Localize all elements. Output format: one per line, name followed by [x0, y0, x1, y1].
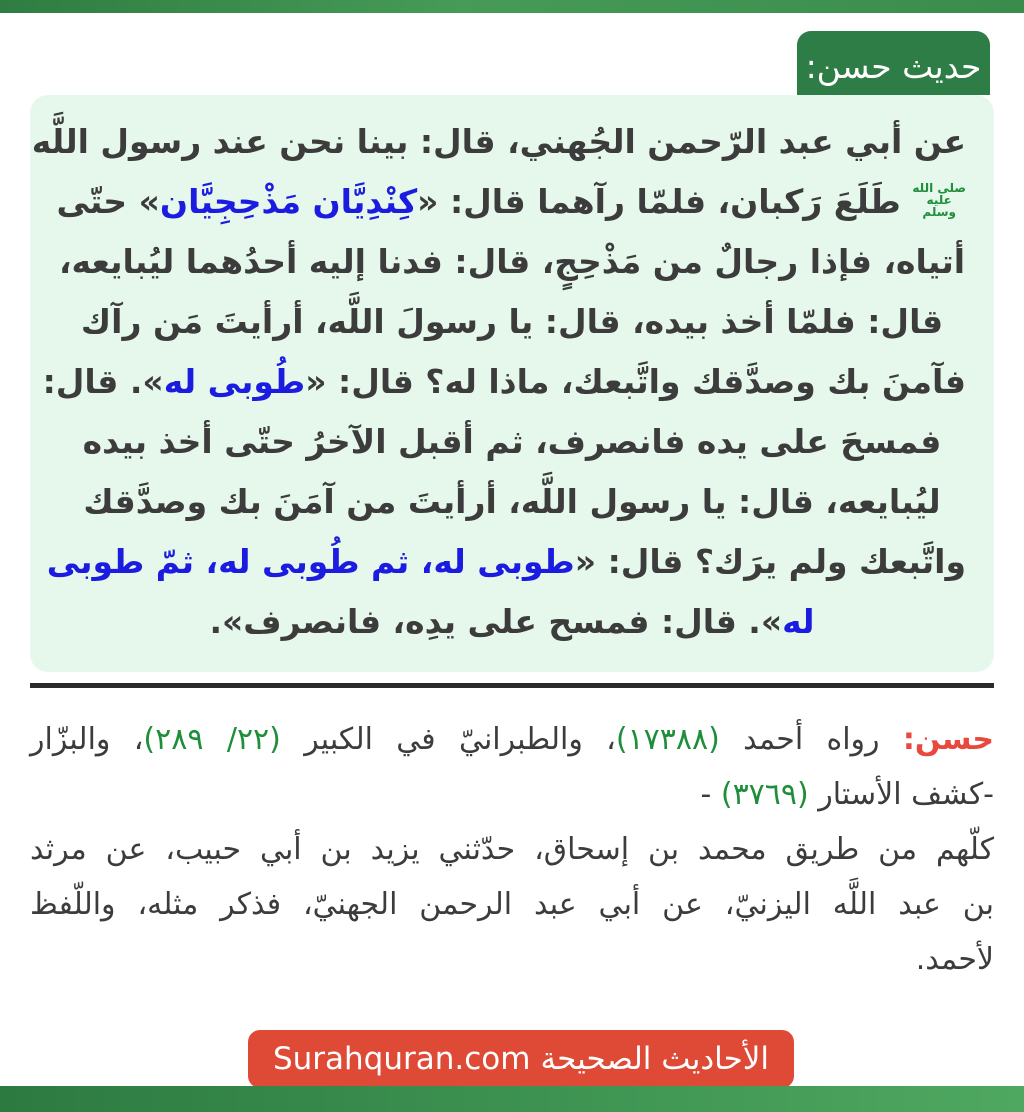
hadith-grade-badge-label: حديث حسن:	[805, 46, 982, 86]
text-segment: طوبى له، ثم طُوبى له، ثمّ طوبى	[46, 542, 575, 581]
text-segment: فمسحَ على يده فانصرف، ثم أقبل الآخرُ حتّى أخذ بيده	[82, 422, 942, 461]
bottom-border-bar	[0, 1086, 1024, 1112]
takhrij-line	[30, 712, 994, 767]
takhrij-line	[30, 877, 994, 932]
hadith-line	[31, 112, 966, 172]
text-segment: عن أبي عبد الرّحمن الجُهني، قال: بينا نحن عند رسول اللَّه	[31, 122, 966, 161]
salawat-icon	[912, 182, 966, 218]
hadith-line	[42, 352, 966, 412]
text-segment: ». قال: فمسح على يدِه، فانصرف».	[209, 602, 783, 641]
text-segment: حسن:	[902, 722, 995, 757]
hadith-line	[58, 592, 966, 652]
text-segment: ». قال:	[42, 362, 164, 401]
text-segment: طَلَعَ رَكبان، فلمّا رآهما قال: «	[417, 182, 913, 221]
text-segment: بن عبد اللَّه اليزنيّ، عن أبي عبد الرحمن الجهنيّ، فذكر مثله، واللّفظ	[30, 887, 994, 922]
site-banner[interactable]	[248, 1030, 794, 1088]
text-segment: (١٧٣٨٨)	[615, 722, 720, 757]
hadith-line	[58, 292, 966, 352]
text-segment: رواه أحمد	[719, 722, 903, 757]
grading-section	[30, 712, 994, 987]
text-segment: -كشف الأستار	[808, 777, 994, 812]
text-segment: له	[782, 602, 815, 641]
takhrij-line	[30, 822, 994, 877]
text-segment: قال: فلمّا أخذ بيده، قال: يا رسولَ اللَّه، أرأيتَ مَن رآك	[80, 302, 944, 341]
hadith-line	[58, 232, 966, 292]
site-banner-label-en: Surahquran.com	[272, 1041, 531, 1077]
hadith-text-box	[30, 95, 994, 672]
salawat-row: وسلم	[922, 204, 956, 219]
top-border-bar	[0, 0, 1024, 13]
site-banner-label-ar: الأحاديث الصحيحة	[540, 1041, 770, 1077]
salawat-row: صلى الله	[912, 180, 966, 195]
hadith-line	[58, 172, 966, 232]
text-segment: -	[700, 777, 721, 812]
text-segment: لأحمد.	[915, 942, 994, 977]
text-segment: ، والطبرانيّ في الكبير	[280, 722, 616, 757]
salawat-row: عليه	[926, 192, 952, 207]
hadith-line	[46, 532, 966, 592]
text-segment: واتَّبعك ولم يرَك؟ قال: «	[574, 542, 966, 581]
text-segment: (٣٧٦٩)	[720, 777, 809, 812]
text-segment: كلّهم من طريق محمد بن إسحاق، حدّثني يزيد بن أبي حبيب، عن مرثد	[30, 832, 994, 867]
text-segment: » حتّى	[56, 182, 160, 221]
text-segment: فآمنَ بك وصدَّقك واتَّبعك، ماذا له؟ قال: «	[305, 362, 966, 401]
text-segment: ، والبزّار	[30, 722, 144, 757]
hadith-line	[58, 472, 966, 532]
text-segment: كِنْدِيَّان مَذْحِجِيَّان	[159, 182, 418, 221]
divider-line	[30, 683, 994, 688]
takhrij-line	[30, 932, 994, 987]
text-segment: طُوبى له	[163, 362, 306, 401]
text-segment: أتياه، فإذا رجالٌ من مَذْحِجٍ، قال: فدنا إليه أحدُهما ليُبايعه،	[58, 242, 966, 281]
text-segment: (٢٢/ ٢٨٩)	[143, 722, 281, 757]
text-segment: ليُبايعه، قال: يا رسول اللَّه، أرأيتَ من آمَنَ بك وصدَّقك	[83, 482, 941, 521]
hadith-grade-badge	[797, 31, 990, 95]
hadith-line	[58, 412, 966, 472]
takhrij-line	[30, 767, 994, 822]
